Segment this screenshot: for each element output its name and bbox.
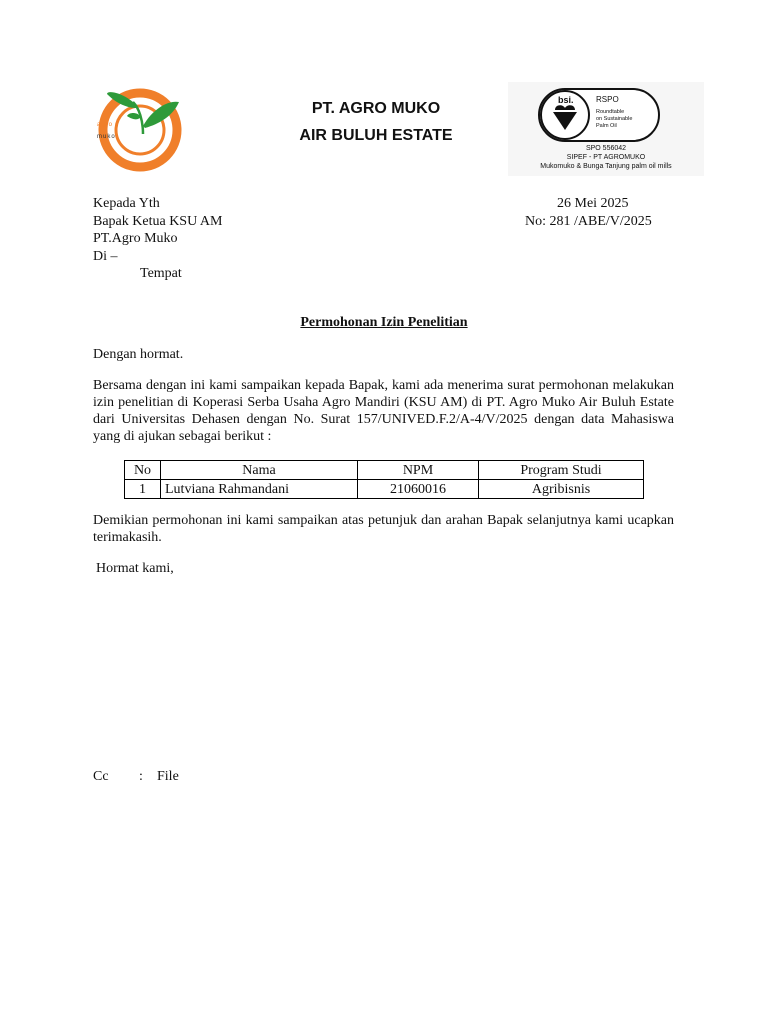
rspo-text: RSPO [596,95,619,104]
recipient-line-5: Tempat [140,266,182,281]
body-paragraph-1: Bersama dengan ini kami sampaikan kepada Bapak, kami ada menerima surat permohonan melakukan izin penelitian di Koperasi Serba Usaha Agro Mandiri (KSU AM) di PT. Agro Muko Air Buluh Estate dari Universitas Dehasen dengan No. Surat 157/UNIVED.F.2/A-4/V/2025 dengan data Mahasiswa yang di ajukan sebagai berikut : [93,378,674,444]
recipient-line-1: Kepada Yth [93,196,160,211]
greeting: Dengan hormat. [93,347,184,362]
cell-no: 1 [125,480,161,499]
table-header-no: No [125,461,161,480]
logo-text-agro: agro [97,122,114,128]
recipient-line-3: PT.Agro Muko [93,231,178,246]
bsi-text: bsi. [558,95,574,105]
cell-npm: 21060016 [358,480,479,499]
cc-label: Cc [93,769,109,784]
letter-subject: Permohonan Izin Penelitian [300,315,468,330]
recipient-line-4: Di – [93,249,118,264]
sipef-text: SIPEF - PT AGROMUKO [566,154,646,161]
table-header-npm: NPM [358,461,479,480]
recipient-line-2: Bapak Ketua KSU AM [93,214,223,229]
table-header-prodi: Program Studi [479,461,644,480]
rspo-certification-icon [538,88,660,142]
rspo-full-3: Palm Oil [596,123,617,129]
cell-prodi: Agribisnis [479,480,644,499]
agro-muko-logo-icon [93,86,183,172]
estate-name: AIR BULUH ESTATE [299,127,453,144]
table-header-nama: Nama [161,461,358,480]
body-paragraph-2: Demikian permohonan ini kami sampaikan atas petunjuk dan arahan Bapak selanjutnya kami ucapkan terimakasih. [93,513,674,545]
company-name: PT. AGRO MUKO [311,100,441,117]
spo-code: SPO 556042 [585,145,627,152]
rspo-full-2: on Sustainable [596,116,633,122]
student-table [124,460,644,499]
cc-separator: : [139,769,143,784]
closing: Hormat kami, [96,561,174,576]
rspo-full-1: Roundtable [596,109,625,115]
letter-date: 26 Mei 2025 [557,196,629,211]
cell-nama: Lutviana Rahmandani [161,480,358,499]
table-header-row [125,461,644,480]
cc-value: File [157,769,179,784]
letter-number: No: 281 /ABE/V/2025 [525,214,652,229]
mills-text: Mukomuko & Bunga Tanjung palm oil mills [540,163,672,170]
logo-text-muko: muko [97,134,116,140]
table-row [125,480,644,499]
